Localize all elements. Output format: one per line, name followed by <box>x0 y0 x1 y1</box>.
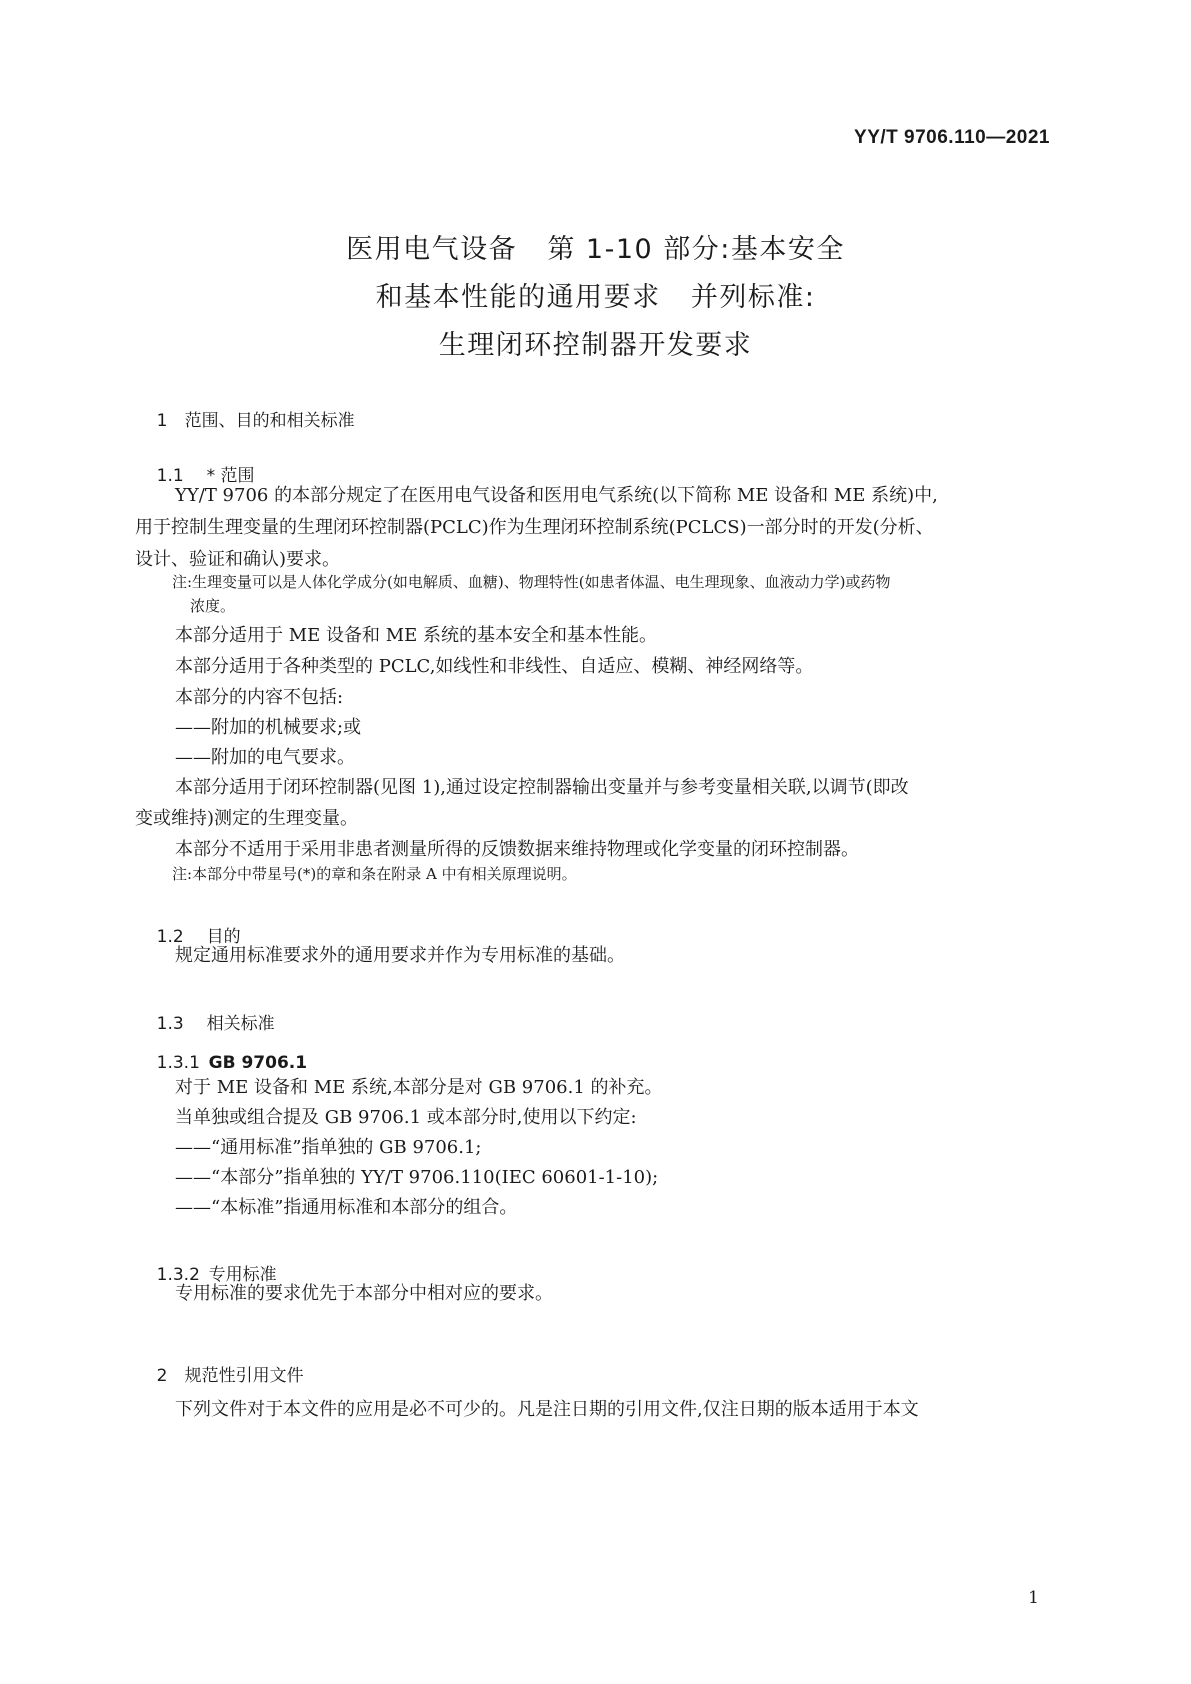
section-number: 1 <box>156 411 168 431</box>
paragraph: 本部分适用于各种类型的 PCLC,如线性和非线性、自适应、模糊、神经网络等。 <box>175 656 814 677</box>
paragraph: YY/T 9706 的本部分规定了在医用电气设备和医用电气系统(以下简称 ME 设备和 ME 系统)中, <box>175 485 938 506</box>
paragraph-continuation: 变或维持)测定的生理变量。 <box>135 808 359 829</box>
paragraph-continuation: 设计、验证和确认)要求。 <box>135 549 341 570</box>
section-title: 目的 <box>206 927 241 947</box>
title-line-1: 医用电气设备 第 1-10 部分:基本安全 <box>346 234 845 265</box>
title-line-3: 生理闭环控制器开发要求 <box>438 330 753 361</box>
paragraph: 本部分适用于闭环控制器(见图 1),通过设定控制器输出变量并与参考变量相关联,以调节(即改 <box>175 777 909 798</box>
section-number: 1.1 <box>156 466 184 486</box>
section-title: 范围、目的和相关标准 <box>184 411 355 431</box>
standard-code: YY/T 9706.110—2021 <box>854 127 1050 148</box>
section-title: 规范性引用文件 <box>184 1366 304 1386</box>
paragraph: 当单独或组合提及 GB 9706.1 或本部分时,使用以下约定: <box>175 1107 637 1128</box>
section-title: GB 9706.1 <box>208 1053 308 1073</box>
paragraph: 下列文件对于本文件的应用是必不可少的。凡是注日期的引用文件,仅注日期的版本适用于本文 <box>175 1399 919 1420</box>
list-item: ——附加的机械要求;或 <box>175 717 362 738</box>
page-number: 1 <box>1028 1588 1039 1608</box>
section-title: 相关标准 <box>206 1014 275 1034</box>
paragraph: 规定通用标准要求外的通用要求并作为专用标准的基础。 <box>175 945 625 966</box>
paragraph: 本部分不适用于采用非患者测量所得的反馈数据来维持物理或化学变量的闭环控制器。 <box>175 839 859 860</box>
list-item: ——“通用标准”指单独的 GB 9706.1; <box>175 1137 482 1158</box>
list-item: ——“本部分”指单独的 YY/T 9706.110(IEC 60601-1-10); <box>175 1167 659 1188</box>
section-number: 1.3.1 <box>156 1053 200 1073</box>
note: 注:生理变量可以是人体化学成分(如电解质、血糖)、物理特性(如患者体温、电生理现象、血液动力学)或药物 <box>172 573 891 591</box>
document-title <box>0 226 1191 370</box>
section-title: * 范围 <box>206 466 255 486</box>
section-title: 专用标准 <box>208 1265 277 1285</box>
paragraph: 专用标准的要求优先于本部分中相对应的要求。 <box>175 1283 553 1304</box>
paragraph: 本部分适用于 ME 设备和 ME 系统的基本安全和基本性能。 <box>175 625 658 646</box>
list-item: ——“本标准”指通用标准和本部分的组合。 <box>175 1197 518 1218</box>
section-number: 1.3.2 <box>156 1265 200 1285</box>
paragraph: 对于 ME 设备和 ME 系统,本部分是对 GB 9706.1 的补充。 <box>175 1077 663 1098</box>
note: 注:本部分中带星号(*)的章和条在附录 A 中有相关原理说明。 <box>172 865 577 883</box>
paragraph-continuation: 用于控制生理变量的生理闭环控制器(PCLC)作为生理闭环控制系统(PCLCS)一部分时的开发(分析、 <box>135 517 934 538</box>
section-number: 2 <box>156 1366 168 1386</box>
section-number: 1.3 <box>156 1014 184 1034</box>
list-item: ——附加的电气要求。 <box>175 747 355 768</box>
note-continuation: 浓度。 <box>190 597 236 615</box>
section-number: 1.2 <box>156 927 184 947</box>
paragraph: 本部分的内容不包括: <box>175 687 344 708</box>
title-line-2: 和基本性能的通用要求 并列标准: <box>375 282 816 313</box>
